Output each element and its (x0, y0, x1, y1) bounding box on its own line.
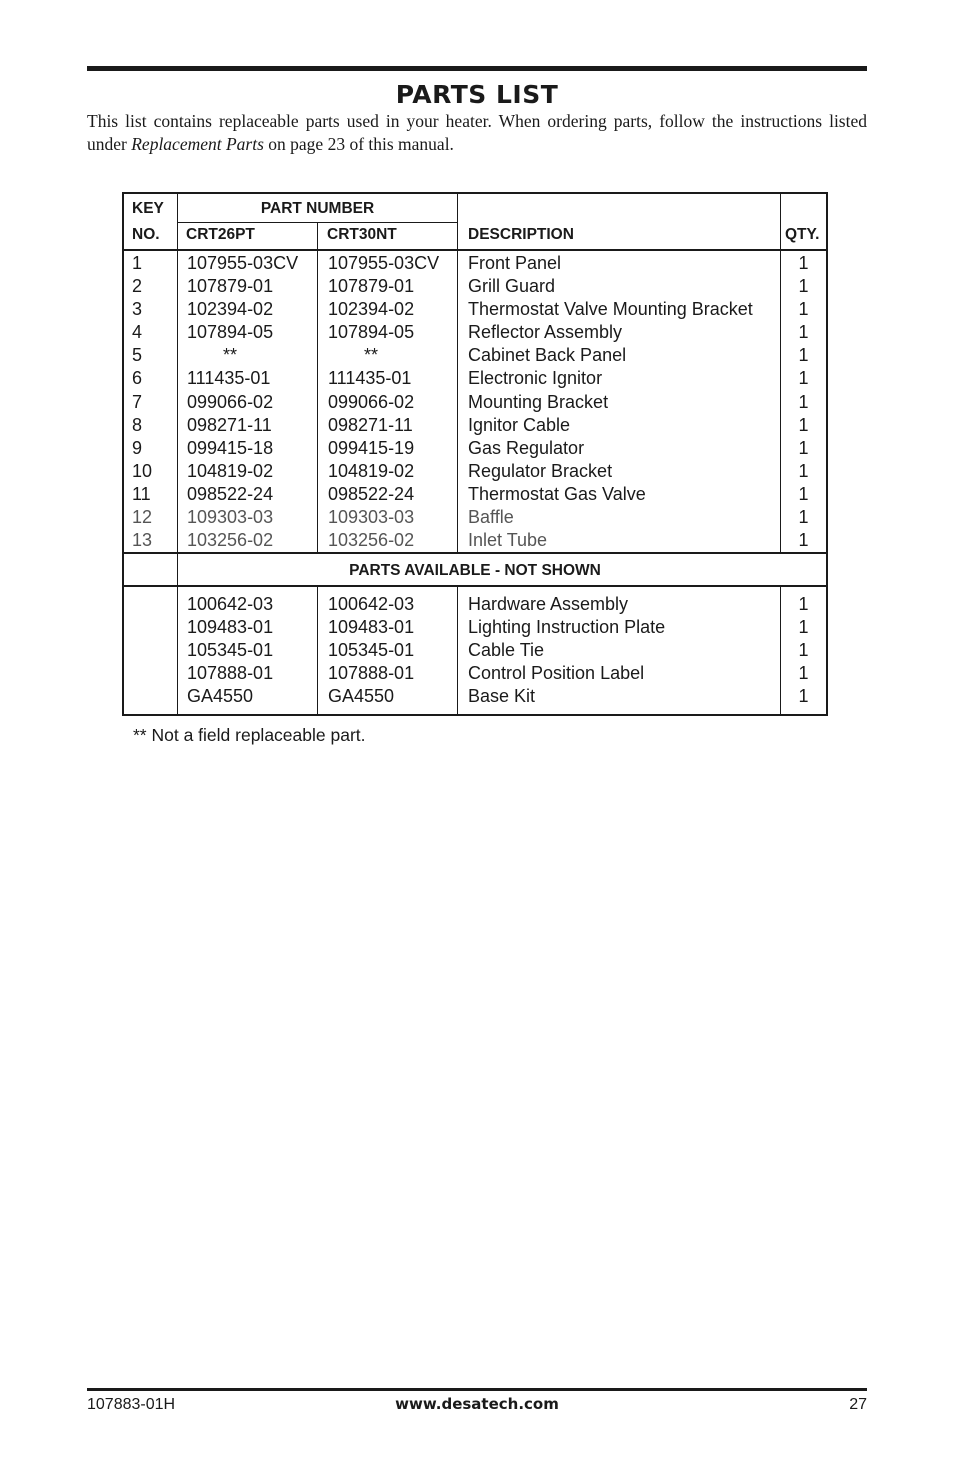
header-qty: QTY. (785, 226, 820, 243)
header-key: KEY (132, 200, 164, 217)
table-cell-a: 104819-02 (187, 460, 274, 481)
intro-paragraph (87, 110, 867, 156)
table-cell-qty: 1 (798, 617, 809, 638)
header-part-number: PART NUMBER (260, 200, 375, 217)
col-divider-part-a-bottom (317, 586, 318, 714)
table-cell-b: 109483-01 (328, 617, 415, 638)
table-cell-desc: Electronic Ignitor (468, 368, 603, 389)
section-label: PARTS AVAILABLE - NOT SHOWN (349, 562, 601, 579)
table-cell-b: 103256-02 (328, 530, 415, 551)
table-cell-qty: 1 (798, 391, 809, 412)
table-cell-b: 105345-01 (328, 640, 415, 661)
header-description: DESCRIPTION (468, 226, 574, 243)
table-cell-key: 3 (132, 299, 143, 320)
section-bottom-rule (124, 585, 826, 587)
table-cell-key: 4 (132, 322, 143, 343)
table-cell-key: 9 (132, 437, 143, 458)
section-top-rule (124, 552, 826, 554)
table-cell-qty: 1 (798, 437, 809, 458)
table-cell-a: 111435-01 (187, 368, 271, 389)
table-cell-key: 1 (132, 253, 143, 273)
table-cell-qty: 1 (798, 299, 809, 320)
header-no: NO. (132, 226, 160, 243)
table-cell-qty: 1 (798, 507, 809, 528)
table-cell-b: 099415-19 (328, 437, 415, 458)
table-cell-b: 111435-01 (328, 368, 412, 389)
bottom-rule (87, 1388, 867, 1391)
table-cell-key: 13 (132, 530, 153, 551)
table-cell-desc: Reflector Assembly (468, 322, 623, 343)
table-cell-desc: Base Kit (468, 686, 536, 707)
table-cell-qty: 1 (798, 663, 809, 684)
intro-text-italic: Replacement Parts (131, 134, 264, 154)
col-divider-key-bottom (177, 586, 178, 714)
table-cell-desc: Hardware Assembly (468, 594, 629, 614)
table-cell-qty: 1 (798, 276, 809, 297)
table-cell-desc: Cable Tie (468, 640, 545, 661)
table-cell-key: 6 (132, 368, 143, 389)
extra-model-b-column (328, 593, 456, 708)
table-cell-qty: 1 (798, 530, 809, 551)
key-column (132, 252, 176, 552)
table-cell-b: 100642-03 (328, 594, 415, 614)
page-title: PARTS LIST (395, 80, 559, 109)
table-cell-b: 099066-02 (328, 391, 415, 412)
table-cell-a: 098271-11 (187, 414, 272, 435)
header-model-b: CRT30NT (327, 226, 397, 243)
website: www.desatech.com (395, 1395, 559, 1413)
page-number: 27 (849, 1396, 867, 1413)
table-cell-b: ** (364, 345, 379, 366)
table-cell-key: 11 (132, 483, 151, 504)
table-cell-a: 109303-03 (187, 507, 274, 528)
part-number-subrule (177, 222, 457, 223)
table-cell-b: 107888-01 (328, 663, 415, 684)
table-cell-key: 8 (132, 414, 143, 435)
col-divider-part-b-bottom (457, 586, 458, 714)
table-cell-a: 107955-03CV (187, 253, 299, 273)
table-cell-b: 109303-03 (328, 507, 415, 528)
table-cell-qty: 1 (798, 460, 809, 481)
extra-model-a-column (187, 593, 315, 708)
table-cell-desc: Ignitor Cable (468, 414, 571, 435)
extra-qty-column (781, 593, 826, 708)
table-cell-qty: 1 (798, 640, 809, 661)
table-cell-a: 100642-03 (187, 594, 274, 614)
table-cell-desc: Mounting Bracket (468, 391, 609, 412)
model-b-column (328, 252, 456, 552)
table-cell-desc: Gas Regulator (468, 437, 585, 458)
table-cell-a: 102394-02 (187, 299, 274, 320)
table-cell-b: 102394-02 (328, 299, 415, 320)
footnote: ** Not a field replaceable part. (133, 725, 366, 745)
table-cell-a: ** (223, 345, 238, 366)
table-cell-desc: Regulator Bracket (468, 460, 613, 481)
table-cell-qty: 1 (798, 322, 809, 343)
table-cell-desc: Control Position Label (468, 663, 645, 684)
table-cell-desc: Baffle (468, 507, 514, 528)
table-cell-desc: Lighting Instruction Plate (468, 617, 666, 638)
table-cell-b: 098522-24 (328, 483, 415, 504)
table-cell-a: 098522-24 (187, 483, 274, 504)
table-cell-a: 105345-01 (187, 640, 274, 661)
table-cell-b: 107879-01 (328, 276, 415, 297)
header-bottom-rule (124, 249, 826, 251)
table-cell-desc: Cabinet Back Panel (468, 345, 627, 366)
col-divider-part-b-top (457, 194, 458, 552)
table-cell-a: 107888-01 (187, 663, 274, 684)
extra-description-column (468, 593, 778, 708)
top-rule (87, 66, 867, 71)
table-cell-desc: Thermostat Valve Mounting Bracket (468, 299, 753, 320)
intro-text-end: on page 23 of this manual. (263, 134, 454, 154)
model-a-column (187, 252, 315, 552)
table-cell-a: 109483-01 (187, 617, 274, 638)
table-cell-qty: 1 (798, 483, 809, 504)
table-cell-key: 10 (132, 460, 153, 481)
intro-text-start: This list contains replaceable parts used in your heater. When ordering parts, follow the instructions listed under (87, 111, 867, 154)
table-cell-desc: Grill Guard (468, 276, 556, 297)
table-cell-key: 7 (132, 391, 143, 412)
table-cell-qty: 1 (798, 686, 809, 707)
table-cell-qty: 1 (798, 594, 809, 614)
table-cell-a: 099066-02 (187, 391, 274, 412)
table-cell-b: GA4550 (328, 686, 395, 707)
table-cell-b: 107955-03CV (328, 253, 440, 273)
table-cell-key: 12 (132, 507, 153, 528)
table-cell-a: 099415-18 (187, 437, 274, 458)
qty-column (781, 252, 826, 552)
table-cell-desc: Thermostat Gas Valve (468, 483, 646, 504)
col-divider-part-a-top (317, 222, 318, 552)
table-cell-key: 5 (132, 345, 143, 366)
table-cell-desc: Inlet Tube (468, 530, 548, 551)
table-cell-qty: 1 (798, 368, 809, 389)
table-cell-qty: 1 (798, 414, 809, 435)
table-cell-b: 098271-11 (328, 414, 413, 435)
table-cell-desc: Front Panel (468, 253, 562, 273)
header-model-a: CRT26PT (186, 226, 255, 243)
table-cell-a: 107894-05 (187, 322, 274, 343)
description-column (468, 252, 778, 552)
table-cell-a: 103256-02 (187, 530, 274, 551)
table-cell-qty: 1 (798, 345, 809, 366)
table-cell-b: 104819-02 (328, 460, 415, 481)
table-cell-qty: 1 (798, 253, 809, 273)
table-cell-a: GA4550 (187, 686, 254, 707)
doc-number: 107883-01H (87, 1396, 176, 1413)
parts-table (122, 192, 828, 716)
table-cell-key: 2 (132, 276, 143, 297)
table-cell-b: 107894-05 (328, 322, 415, 343)
table-cell-a: 107879-01 (187, 276, 274, 297)
